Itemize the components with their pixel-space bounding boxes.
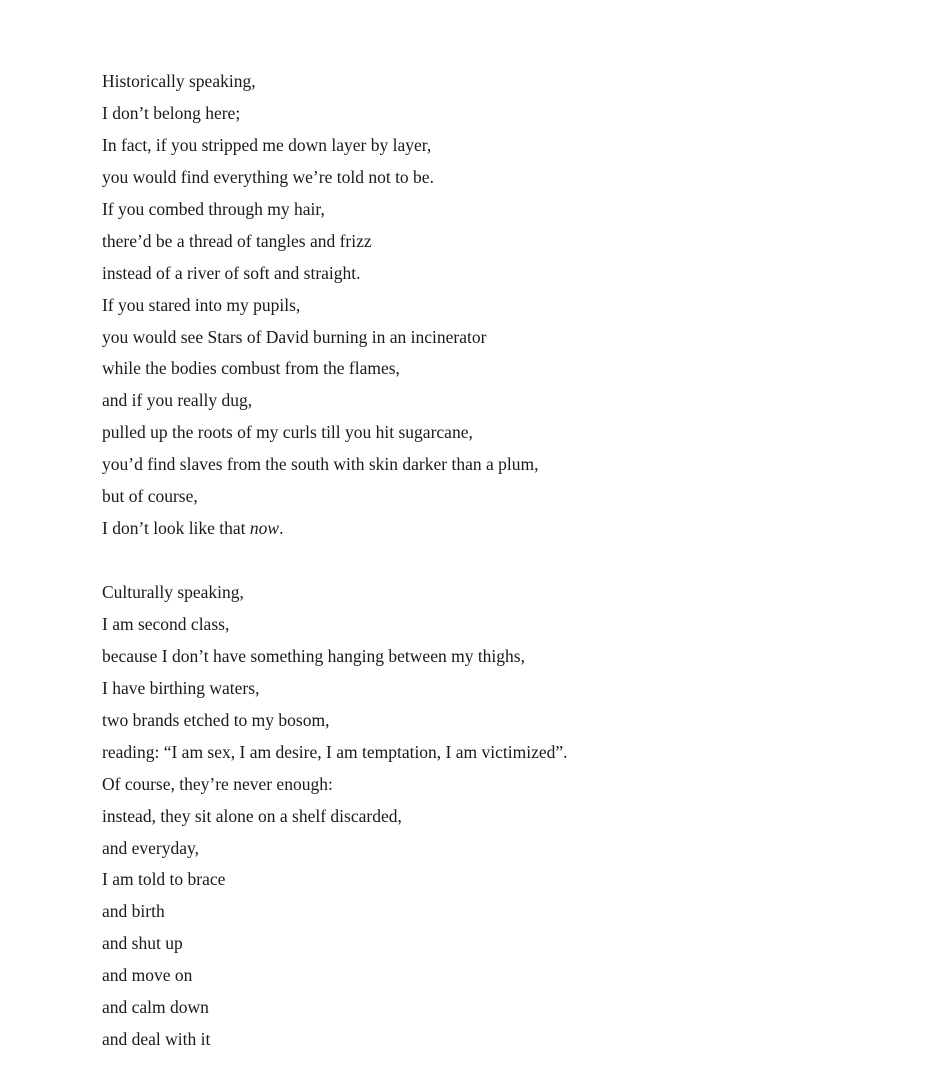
poem-line bbox=[102, 291, 882, 323]
line-text: Of course, they’re never enough: bbox=[102, 773, 333, 794]
poem-line bbox=[102, 354, 882, 386]
poem-line bbox=[102, 259, 882, 291]
line-text: you’d find slaves from the south with skin darker than a plum, bbox=[102, 454, 539, 475]
poem-line bbox=[102, 450, 882, 482]
line-text: and move on bbox=[102, 965, 193, 986]
stanza bbox=[102, 67, 882, 546]
line-text: while the bodies combust from the flames, bbox=[102, 358, 400, 379]
line-text: I am told to brace bbox=[102, 869, 226, 890]
poem-line bbox=[102, 99, 882, 131]
poem-line bbox=[102, 738, 882, 770]
poem-body bbox=[102, 67, 882, 1057]
poem-line bbox=[102, 67, 882, 99]
poem-line bbox=[102, 770, 882, 802]
stanza bbox=[102, 578, 882, 1057]
line-text: pulled up the roots of my curls till you hit sugarcane, bbox=[102, 422, 473, 443]
poem-line bbox=[102, 323, 882, 355]
line-text: because I don’t have something hanging between my thighs, bbox=[102, 645, 525, 666]
line-text: two brands etched to my bosom, bbox=[102, 709, 330, 730]
line-text: If you stared into my pupils, bbox=[102, 294, 301, 315]
line-text: reading: “I am sex, I am desire, I am temptation, I am victimized”. bbox=[102, 741, 568, 762]
poem-line bbox=[102, 578, 882, 610]
poem-line bbox=[102, 386, 882, 418]
line-text: but of course, bbox=[102, 486, 198, 507]
line-text: I don’t belong here; bbox=[102, 102, 241, 123]
poem-line bbox=[102, 195, 882, 227]
poem-line bbox=[102, 834, 882, 866]
poem-line bbox=[102, 1025, 882, 1057]
italic-text: now bbox=[249, 518, 280, 539]
line-text: you would see Stars of David burning in an incinerator bbox=[102, 326, 487, 347]
line-text: In fact, if you stripped me down layer by layer, bbox=[102, 134, 432, 155]
poem-line bbox=[102, 227, 882, 259]
poem-line bbox=[102, 961, 882, 993]
poem-line bbox=[102, 610, 882, 642]
line-text: and birth bbox=[102, 901, 165, 922]
line-text: you would find everything we’re told not to be. bbox=[102, 166, 434, 187]
line-text: instead of a river of soft and straight. bbox=[102, 262, 361, 283]
line-text: and shut up bbox=[102, 933, 183, 954]
line-text: Historically speaking, bbox=[102, 71, 256, 91]
poem-line bbox=[102, 674, 882, 706]
poem-line bbox=[102, 482, 882, 514]
poem-line bbox=[102, 131, 882, 163]
line-text: I have birthing waters, bbox=[102, 677, 260, 698]
line-text: there’d be a thread of tangles and frizz bbox=[102, 230, 372, 251]
line-text: and deal with it bbox=[102, 1029, 211, 1050]
line-text: and if you really dug, bbox=[102, 390, 253, 411]
poem-line bbox=[102, 514, 882, 546]
line-text: . bbox=[279, 518, 284, 539]
poem-line bbox=[102, 929, 882, 961]
line-text: I am second class, bbox=[102, 613, 230, 634]
line-text: instead, they sit alone on a shelf discarded, bbox=[102, 805, 402, 826]
line-text: and everyday, bbox=[102, 837, 200, 858]
line-text: Culturally speaking, bbox=[102, 582, 244, 602]
poem-line bbox=[102, 993, 882, 1025]
line-text: and calm down bbox=[102, 997, 209, 1018]
poem-line bbox=[102, 897, 882, 929]
poem-line bbox=[102, 865, 882, 897]
line-text: If you combed through my hair, bbox=[102, 198, 325, 219]
poem-line bbox=[102, 163, 882, 195]
poem-line bbox=[102, 418, 882, 450]
line-text: I don’t look like that bbox=[102, 518, 250, 539]
poem-line bbox=[102, 642, 882, 674]
poem-line bbox=[102, 802, 882, 834]
poem-line bbox=[102, 706, 882, 738]
